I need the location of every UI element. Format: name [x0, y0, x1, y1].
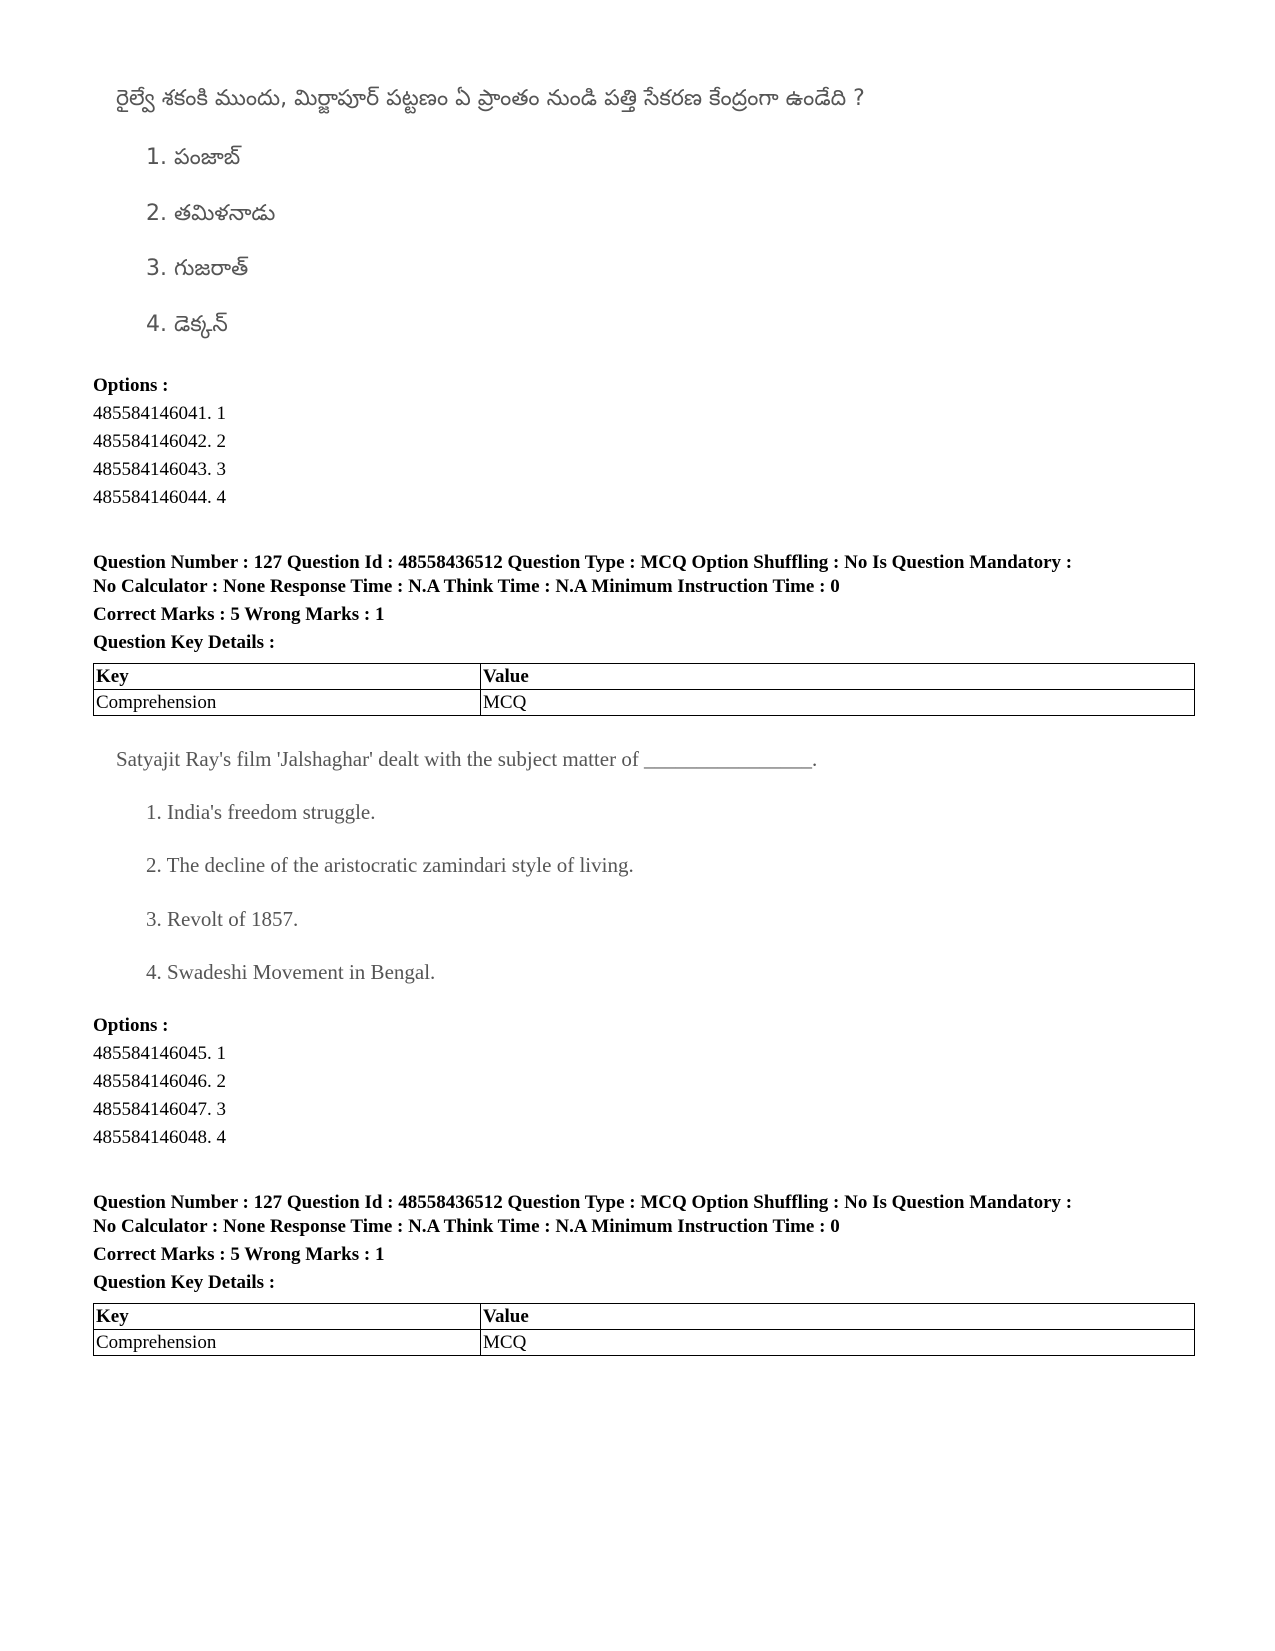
- marks-line: Correct Marks : 5 Wrong Marks : 1: [93, 604, 385, 625]
- key-details-label: Question Key Details :: [93, 1272, 276, 1293]
- question-meta-line2: No Calculator : None Response Time : N.A Think Time : N.A Minimum Instruction Time : 0: [93, 1216, 840, 1237]
- table-header-row: [94, 1304, 1195, 1330]
- question-text-telugu: రైల్వే శకంకి ముందు, మిర్జాపూర్ పట్టణం ఏ ప్రాంతం నుండి పత్తి సేకరణ కేంద్రంగా ఉండేది ?: [116, 86, 865, 111]
- table-header-key: Key: [94, 664, 481, 690]
- choice-1: 1. India's freedom struggle.: [146, 800, 376, 824]
- table-cell-key: Comprehension: [94, 690, 481, 716]
- key-details-table: [93, 1303, 1195, 1356]
- option-id: 485584146041. 1: [93, 403, 226, 424]
- question-meta-line1: Question Number : 127 Question Id : 48558436512 Question Type : MCQ Option Shuffling : No Is Question Mandatory :: [93, 1192, 1073, 1213]
- options-label: Options :: [93, 375, 169, 396]
- table-row: [94, 690, 1195, 716]
- table-header-value: Value: [481, 664, 1195, 690]
- table-header-value: Value: [481, 1304, 1195, 1330]
- marks-line: Correct Marks : 5 Wrong Marks : 1: [93, 1244, 385, 1265]
- choice-1: 1. పంజాబ్: [146, 145, 241, 170]
- question-meta-line2: No Calculator : None Response Time : N.A Think Time : N.A Minimum Instruction Time : 0: [93, 576, 840, 597]
- options-label: Options :: [93, 1015, 169, 1036]
- option-id: 485584146042. 2: [93, 431, 226, 452]
- table-row: [94, 1330, 1195, 1356]
- choice-3: 3. Revolt of 1857.: [146, 907, 299, 931]
- question-meta-line1: Question Number : 127 Question Id : 48558436512 Question Type : MCQ Option Shuffling : No Is Question Mandatory :: [93, 552, 1073, 573]
- key-details-label: Question Key Details :: [93, 632, 276, 653]
- option-id: 485584146048. 4: [93, 1127, 226, 1148]
- table-header-key: Key: [94, 1304, 481, 1330]
- option-id: 485584146047. 3: [93, 1099, 226, 1120]
- option-id: 485584146046. 2: [93, 1071, 226, 1092]
- choice-3: 3. గుజరాత్: [146, 256, 249, 281]
- table-cell-value: MCQ: [481, 690, 1195, 716]
- option-id: 485584146043. 3: [93, 459, 226, 480]
- option-id: 485584146044. 4: [93, 487, 226, 508]
- choice-4: 4. Swadeshi Movement in Bengal.: [146, 960, 436, 984]
- choice-4: 4. డెక్కన్: [146, 312, 228, 337]
- key-details-table: [93, 663, 1195, 716]
- option-id: 485584146045. 1: [93, 1043, 226, 1064]
- table-cell-key: Comprehension: [94, 1330, 481, 1356]
- choice-2: 2. The decline of the aristocratic zamindari style of living.: [146, 853, 634, 877]
- table-header-row: [94, 664, 1195, 690]
- choice-2: 2. తమిళనాడు: [146, 201, 276, 226]
- table-cell-value: MCQ: [481, 1330, 1195, 1356]
- question-text-english: Satyajit Ray's film 'Jalshaghar' dealt with the subject matter of ________________.: [116, 747, 818, 771]
